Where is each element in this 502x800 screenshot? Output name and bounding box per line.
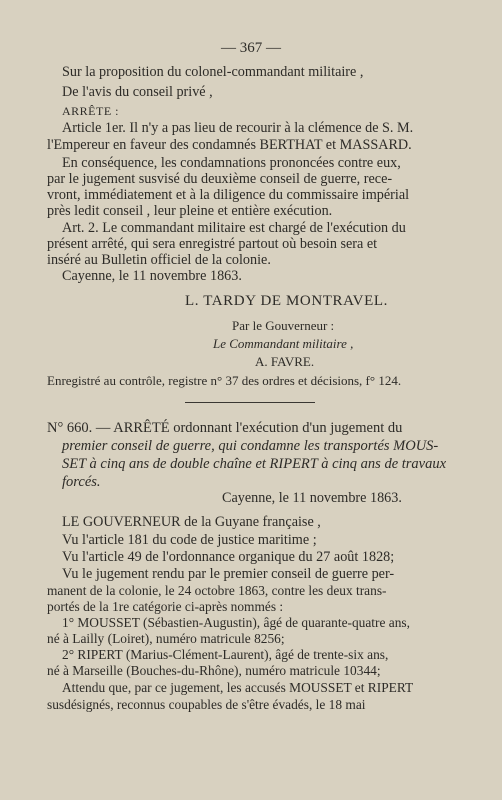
text-line: près ledit conseil , leur pleine et entière exécution. — [47, 203, 333, 219]
text-line: Vu l'article 49 de l'ordonnance organique du 27 août 1828; — [62, 549, 395, 565]
signature-role: Par le Gouverneur : — [232, 318, 335, 333]
text-line: l'Empereur en faveur des condamnés BERTHAT et MASSARD. — [47, 137, 412, 153]
date-line: Cayenne, le 11 novembre 1863. — [222, 490, 402, 506]
text-line: né à Marseille (Bouches-du-Rhône), numéro matricule 10344; — [47, 663, 381, 678]
text-line: LE GOUVERNEUR de la Guyane française , — [62, 514, 321, 530]
text-line: présent arrêté, qui sera enregistré partout où besoin sera et — [47, 236, 378, 252]
text-line: 2° RIPERT (Marius-Clément-Laurent), âgé de trente-six ans, — [62, 647, 389, 662]
text-line: Article 1er. Il n'y a pas lieu de recourir à la clémence de S. M. — [62, 120, 414, 136]
text-line: vront, immédiatement et à la diligence du commissaire impérial — [47, 187, 410, 203]
signature-name: A. FAVRE. — [255, 354, 315, 369]
registration-note: Enregistré au contrôle, registre n° 37 des ordres et décisions, f° 124. — [47, 373, 402, 388]
text-line: Vu le jugement rendu par le premier conseil de guerre per- — [62, 566, 395, 582]
separator-rule — [185, 402, 315, 403]
text-line: Art. 2. Le commandant militaire est chargé de l'exécution du — [62, 220, 406, 236]
text-line: ARRÊTE : — [62, 104, 119, 118]
date-line: Cayenne, le 11 novembre 1863. — [62, 268, 242, 284]
text-line: manent de la colonie, le 24 octobre 1863, contre les deux trans- — [47, 583, 387, 598]
text-line: inséré au Bulletin officiel de la colonie. — [47, 252, 271, 268]
text-line: De l'avis du conseil privé , — [62, 84, 213, 100]
text-line: Attendu que, par ce jugement, les accusés MOUSSET et RIPERT — [62, 680, 414, 695]
decree-heading: SET à cinq ans de double chaîne et RIPERT à cinq ans de travaux — [62, 456, 447, 472]
decree-heading: premier conseil de guerre, qui condamne les transportés MOUS- — [62, 438, 439, 454]
signature-title: Le Commandant militaire , — [213, 336, 354, 351]
text-line: susdésignés, reconnus coupables de s'être évadés, le 18 mai — [47, 697, 366, 712]
page-number: — 367 — — [221, 40, 281, 56]
text-line: portés de la 1re catégorie ci-après nommés : — [47, 599, 284, 614]
signature-name: L. TARDY DE MONTRAVEL. — [185, 293, 388, 309]
text-line: par le jugement susvisé du deuxième conseil de guerre, rece- — [47, 171, 393, 187]
decree-heading: N° 660. — ARRÊTÉ ordonnant l'exécution d'un jugement du — [47, 420, 403, 436]
text-line: Sur la proposition du colonel-commandant militaire , — [62, 64, 364, 80]
text-line: 1° MOUSSET (Sébastien-Augustin), âgé de quarante-quatre ans, — [62, 615, 410, 630]
text-line: né à Lailly (Loiret), numéro matricule 8256; — [47, 631, 285, 646]
text-line: Vu l'article 181 du code de justice maritime ; — [62, 532, 317, 548]
text-line: En conséquence, les condamnations prononcées contre eux, — [62, 155, 401, 171]
decree-heading: forcés. — [62, 474, 101, 490]
